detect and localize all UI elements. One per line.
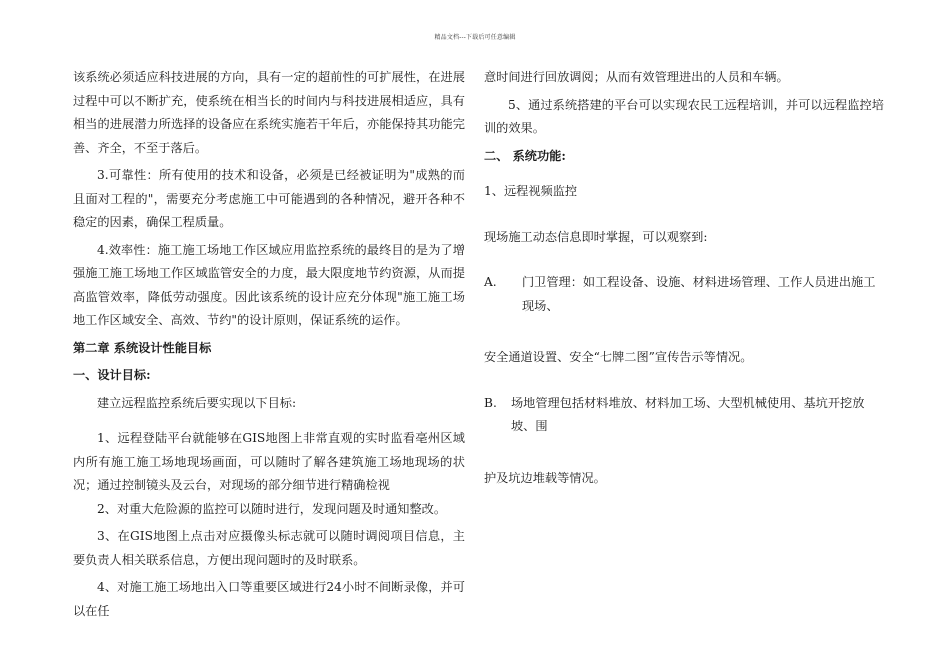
goal-item-5: 5、通过系统搭建的平台可以实现农民工远程培训，并可以远程监控培训的效果。 <box>484 97 884 135</box>
paragraph-efficiency: 4.效率性：施工施工场地工作区域应用监控系统的最终目的是为了增强施工施工场地工作区域监管安全的力度，最大限度地节约资源，从而提高监管效率，降低劳动强度。因此该系统的设计应充分体现"施工施工场地工作区域安全、高效、节约"的设计原则，保证系统的运作。 <box>73 242 465 327</box>
goal-item-3: 3、在GIS地图上点击对应摄像头标志就可以随时调阅项目信息，主要负责人相关联系信息，方便出现问题时的及时联系。 <box>73 529 465 567</box>
chapter-title: 第二章 系统设计性能目标 <box>73 340 212 355</box>
item-a-continued: 安全通道设置、安全“七牌二图”宣传告示等情况。 <box>484 350 753 364</box>
goal-item-4: 4、对施工施工场地出入口等重要区域进行24小时不间断录像，并可以在任 <box>73 580 465 618</box>
right-column <box>484 66 884 490</box>
list-item-b <box>484 392 884 439</box>
page-header: 精品文档---下载后可任意编辑 <box>434 34 516 41</box>
item-b-continued: 护及坑边堆载等情况。 <box>484 470 606 485</box>
item-b-text: 场地管理包括材料堆放、材料加工场、大型机械使用、基坑开挖放坡、围 <box>511 395 865 433</box>
goal-item-1: 1、远程登陆平台就能够在GIS地图上非常直观的实时监看亳州区域内所有施工施工场地现场画面，可以随时了解各建筑施工场地现场的状况；通过控制镜头及云台，对现场的部分细节进行精确检视 <box>73 431 465 492</box>
section-heading-system-functions: 二、 系统功能: <box>484 148 566 163</box>
item-a-label: A. <box>484 275 497 289</box>
goals-intro: 建立远程监控系统后要实现以下目标: <box>97 395 297 410</box>
item-b-label: B. <box>484 395 497 410</box>
section-heading-design-goals: 一、设计目标: <box>73 368 151 382</box>
observe-intro: 现场施工动态信息即时掌握，可以观察到: <box>484 229 708 244</box>
left-column <box>73 66 465 623</box>
goal-item-2: 2、对重大危险源的监控可以随时进行，发现问题及时通知整改。 <box>97 501 447 516</box>
goal-item-4-continued: 意时间进行回放调阅；从而有效管理进出的人员和车辆。 <box>484 70 789 84</box>
function-remote-video: 1、远程视频监控 <box>484 184 578 198</box>
paragraph-extensibility: 该系统必须适应科技进展的方向，具有一定的超前性的可扩展性，在进展过程中可以不断扩充，使系统在相当长的时间内与科技进展相适应，具有相当的进展潜力所选择的设备应在系统实施若干年后，亦能保持其功能完善、齐全，不至于落后。 <box>73 70 465 155</box>
paragraph-reliability: 3.可靠性：所有使用的技术和设备，必须是已经被证明为"成熟的而且面对工程的"，需要充分考虑施工中可能遇到的各种情况，避开各种不稳定的因素，确保工程质量。 <box>73 168 465 229</box>
item-a-text: 门卫管理：如工程设备、设施、材料进场管理、工作人员进出施工现场、 <box>522 275 876 313</box>
list-item-a <box>484 271 884 318</box>
